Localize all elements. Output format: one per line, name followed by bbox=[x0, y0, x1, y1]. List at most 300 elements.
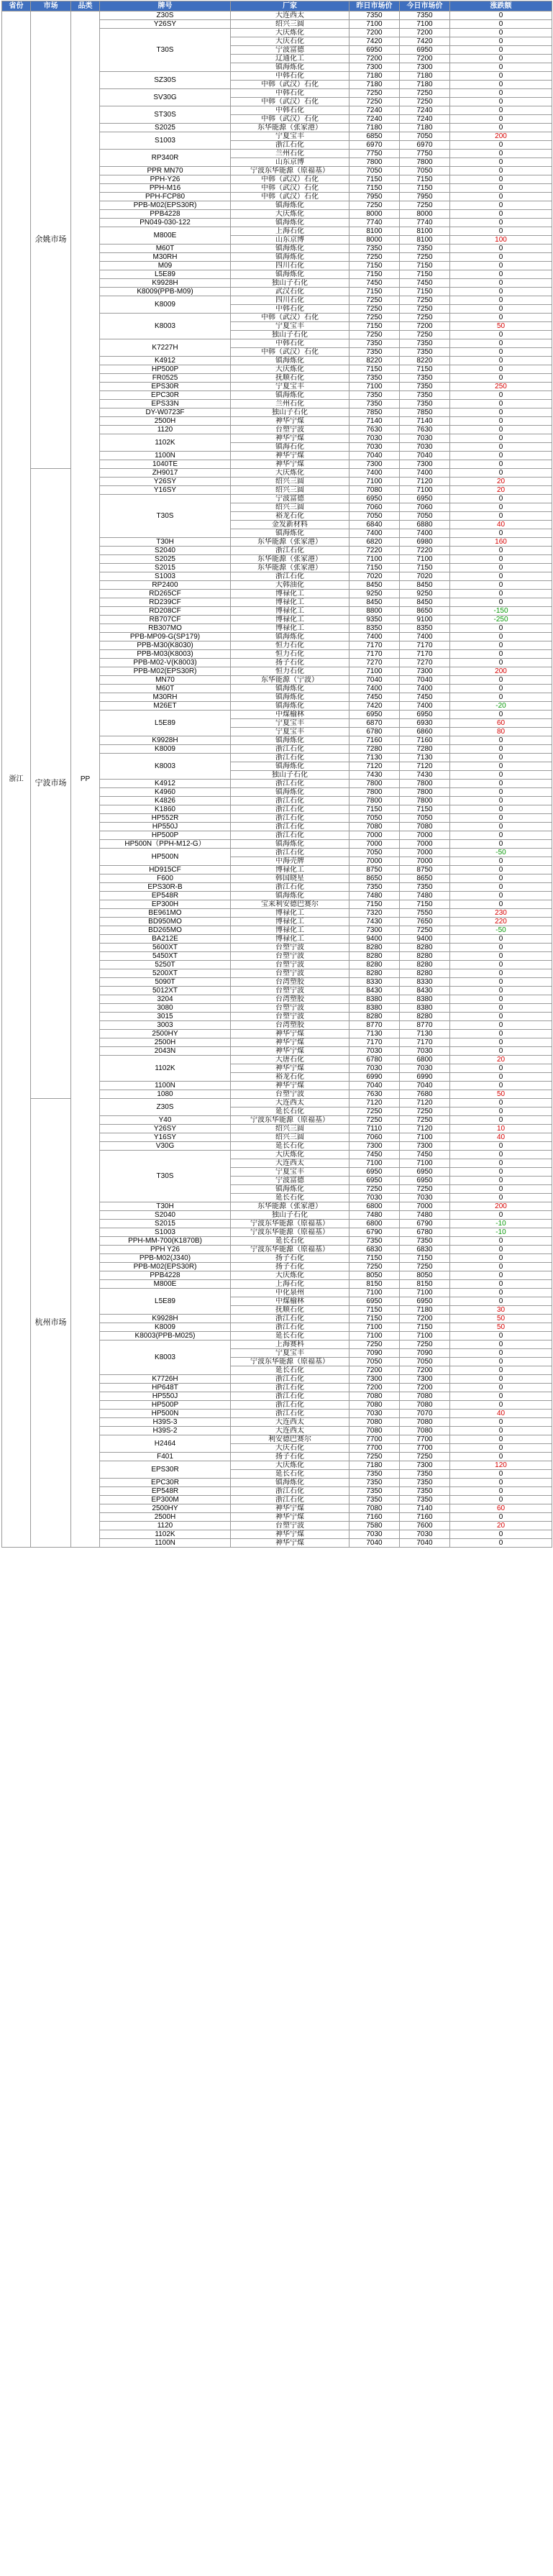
prev-price-cell: 7350 bbox=[349, 1487, 400, 1496]
change-cell: 200 bbox=[450, 1202, 552, 1211]
prev-price-cell: 7120 bbox=[349, 1099, 400, 1107]
column-header: 牌号 bbox=[100, 1, 231, 12]
grade-cell: HP550J bbox=[100, 1392, 231, 1401]
today-price-cell: 6860 bbox=[400, 728, 450, 736]
change-cell: 0 bbox=[450, 1246, 552, 1254]
today-price-cell: 6830 bbox=[400, 1246, 450, 1254]
today-price-cell: 7350 bbox=[400, 348, 450, 357]
prev-price-cell: 7350 bbox=[349, 339, 400, 348]
market-cell: 杭州市场 bbox=[31, 1099, 71, 1548]
maker-cell: 神华宁煤 bbox=[231, 460, 349, 469]
prev-price-cell: 7300 bbox=[349, 460, 400, 469]
maker-cell: 独山子石化 bbox=[231, 331, 349, 339]
maker-cell: 中韩石化 bbox=[231, 305, 349, 314]
maker-cell: 浙江石化 bbox=[231, 814, 349, 823]
prev-price-cell: 6950 bbox=[349, 46, 400, 55]
prev-price-cell: 8280 bbox=[349, 1013, 400, 1021]
today-price-cell: 7080 bbox=[400, 1401, 450, 1410]
prev-price-cell: 7630 bbox=[349, 1090, 400, 1099]
prev-price-cell: 7240 bbox=[349, 115, 400, 124]
change-cell: 0 bbox=[450, 1366, 552, 1375]
change-cell: 0 bbox=[450, 245, 552, 253]
grade-cell: 1100N bbox=[100, 452, 231, 460]
today-price-cell: 6780 bbox=[400, 1228, 450, 1237]
grade-cell: L5E89 bbox=[100, 270, 231, 279]
maker-cell: 金发新材料 bbox=[231, 521, 349, 529]
grade-cell: PN049-030-122 bbox=[100, 219, 231, 227]
change-cell: 0 bbox=[450, 210, 552, 219]
today-price-cell: 7250 bbox=[400, 1263, 450, 1271]
grade-cell: 2500H bbox=[100, 1038, 231, 1047]
prev-price-cell: 7030 bbox=[349, 1410, 400, 1418]
today-price-cell: 7140 bbox=[400, 1504, 450, 1513]
change-cell: 50 bbox=[450, 322, 552, 331]
prev-price-cell: 7350 bbox=[349, 348, 400, 357]
prev-price-cell: 7050 bbox=[349, 167, 400, 175]
maker-cell: 延长石化 bbox=[231, 1332, 349, 1340]
grade-cell: EPC30R bbox=[100, 1479, 231, 1487]
prev-price-cell: 7400 bbox=[349, 633, 400, 641]
change-cell: 0 bbox=[450, 1375, 552, 1384]
change-cell: 0 bbox=[450, 935, 552, 944]
today-price-cell: 7800 bbox=[400, 780, 450, 788]
grade-cell: H2464 bbox=[100, 1435, 231, 1453]
maker-cell: 裕龙石化 bbox=[231, 512, 349, 521]
change-cell: 0 bbox=[450, 1116, 552, 1125]
change-cell: 20 bbox=[450, 1522, 552, 1530]
grade-cell: PPB-M02(J340) bbox=[100, 1254, 231, 1263]
maker-cell: 浙江石化 bbox=[231, 797, 349, 805]
today-price-cell: 7050 bbox=[400, 1358, 450, 1366]
grade-cell: 5090T bbox=[100, 978, 231, 987]
prev-price-cell: 6820 bbox=[349, 538, 400, 547]
prev-price-cell: 7000 bbox=[349, 857, 400, 866]
today-price-cell: 8770 bbox=[400, 1021, 450, 1030]
grade-cell: Y40 bbox=[100, 1116, 231, 1125]
table-body bbox=[2, 12, 552, 1548]
prev-price-cell: 7480 bbox=[349, 1211, 400, 1220]
today-price-cell: 6950 bbox=[400, 46, 450, 55]
grade-cell: K8003(PPB-M025) bbox=[100, 1332, 231, 1340]
today-price-cell: 7400 bbox=[400, 633, 450, 641]
maker-cell: 浙江石化 bbox=[231, 1410, 349, 1418]
maker-cell: 浙江石化 bbox=[231, 1392, 349, 1401]
maker-cell: 宁夏宝丰 bbox=[231, 719, 349, 728]
maker-cell: 上海赛科 bbox=[231, 1340, 349, 1349]
change-cell: 0 bbox=[450, 167, 552, 175]
today-price-cell: 8000 bbox=[400, 210, 450, 219]
change-cell: 0 bbox=[450, 37, 552, 46]
today-price-cell: 7350 bbox=[400, 1496, 450, 1504]
prev-price-cell: 8430 bbox=[349, 987, 400, 995]
maker-cell: 中韩（武汉）石化 bbox=[231, 98, 349, 106]
prev-price-cell: 7630 bbox=[349, 426, 400, 434]
change-cell: -250 bbox=[450, 616, 552, 624]
grade-cell: M60T bbox=[100, 685, 231, 693]
maker-cell: 抚顺石化 bbox=[231, 374, 349, 383]
grade-cell: S2015 bbox=[100, 1220, 231, 1228]
prev-price-cell: 7200 bbox=[349, 29, 400, 37]
change-cell: 0 bbox=[450, 529, 552, 538]
change-cell: 200 bbox=[450, 132, 552, 141]
today-price-cell: 8280 bbox=[400, 944, 450, 952]
today-price-cell: 7200 bbox=[400, 55, 450, 63]
today-price-cell: 7350 bbox=[400, 1470, 450, 1479]
change-cell: 60 bbox=[450, 719, 552, 728]
change-cell: 0 bbox=[450, 1254, 552, 1263]
change-cell: 0 bbox=[450, 46, 552, 55]
today-price-cell: 8280 bbox=[400, 952, 450, 961]
maker-cell: 中韩石化 bbox=[231, 72, 349, 81]
change-cell: 0 bbox=[450, 408, 552, 417]
grade-cell: PPB-M02(EPS30R) bbox=[100, 667, 231, 676]
change-cell: 0 bbox=[450, 1427, 552, 1435]
maker-cell: 宁波富德 bbox=[231, 46, 349, 55]
today-price-cell: 8450 bbox=[400, 598, 450, 607]
today-price-cell: 8280 bbox=[400, 961, 450, 969]
prev-price-cell: 7300 bbox=[349, 1142, 400, 1151]
maker-cell: 镇海炼化 bbox=[231, 391, 349, 400]
grade-cell: BD265MO bbox=[100, 926, 231, 935]
grade-cell: T30S bbox=[100, 29, 231, 72]
prev-price-cell: 7700 bbox=[349, 1435, 400, 1444]
change-cell: 0 bbox=[450, 685, 552, 693]
change-cell: 0 bbox=[450, 1177, 552, 1185]
grade-cell: HP500N bbox=[100, 849, 231, 866]
prev-price-cell: 7100 bbox=[349, 478, 400, 486]
change-cell: 0 bbox=[450, 874, 552, 883]
grade-cell: T30S bbox=[100, 495, 231, 538]
change-cell: 0 bbox=[450, 831, 552, 840]
change-cell: -50 bbox=[450, 926, 552, 935]
prev-price-cell: 6950 bbox=[349, 711, 400, 719]
maker-cell: 武汉石化 bbox=[231, 288, 349, 296]
prev-price-cell: 7100 bbox=[349, 383, 400, 391]
grade-cell: PPR MN70 bbox=[100, 167, 231, 175]
today-price-cell: 7150 bbox=[400, 184, 450, 193]
grade-cell: PPB-M02-V(K8003) bbox=[100, 659, 231, 667]
grade-cell: 5012XT bbox=[100, 987, 231, 995]
today-price-cell: 7250 bbox=[400, 926, 450, 935]
maker-cell: 独山子石化 bbox=[231, 1211, 349, 1220]
today-price-cell: 7800 bbox=[400, 797, 450, 805]
today-price-cell: 8650 bbox=[400, 874, 450, 883]
change-cell: 0 bbox=[450, 771, 552, 780]
change-cell: 0 bbox=[450, 495, 552, 503]
maker-cell: 辽通化工 bbox=[231, 55, 349, 63]
today-price-cell: 7100 bbox=[400, 1332, 450, 1340]
prev-price-cell: 7030 bbox=[349, 434, 400, 443]
grade-cell: HP500P bbox=[100, 831, 231, 840]
today-price-cell: 7350 bbox=[400, 374, 450, 383]
table-header bbox=[2, 1, 552, 12]
change-cell: 0 bbox=[450, 434, 552, 443]
change-cell: -20 bbox=[450, 702, 552, 711]
grade-cell: EPS30R bbox=[100, 1461, 231, 1479]
change-cell: 0 bbox=[450, 1496, 552, 1504]
maker-cell: 台湾塑胶 bbox=[231, 995, 349, 1004]
grade-cell: HP500P bbox=[100, 365, 231, 374]
prev-price-cell: 7800 bbox=[349, 158, 400, 167]
prev-price-cell: 7030 bbox=[349, 1064, 400, 1073]
prev-price-cell: 7130 bbox=[349, 1030, 400, 1038]
prev-price-cell: 7420 bbox=[349, 702, 400, 711]
change-cell: 0 bbox=[450, 1151, 552, 1159]
maker-cell: 绍兴三圆 bbox=[231, 1133, 349, 1142]
prev-price-cell: 7110 bbox=[349, 1125, 400, 1133]
maker-cell: 镇海炼化 bbox=[231, 270, 349, 279]
prev-price-cell: 7250 bbox=[349, 1340, 400, 1349]
today-price-cell: 7600 bbox=[400, 1522, 450, 1530]
grade-cell: EP300M bbox=[100, 1496, 231, 1504]
change-cell: 0 bbox=[450, 866, 552, 874]
today-price-cell: 6950 bbox=[400, 1297, 450, 1306]
today-price-cell: 6880 bbox=[400, 521, 450, 529]
prev-price-cell: 7800 bbox=[349, 797, 400, 805]
grade-cell: K9928H bbox=[100, 736, 231, 745]
column-header: 品类 bbox=[71, 1, 100, 12]
grade-cell: F401 bbox=[100, 1453, 231, 1461]
today-price-cell: 7030 bbox=[400, 1047, 450, 1056]
grade-cell: RP340R bbox=[100, 150, 231, 167]
grade-cell: 1080 bbox=[100, 1090, 231, 1099]
maker-cell: 山东京博 bbox=[231, 236, 349, 245]
today-price-cell: 7200 bbox=[400, 322, 450, 331]
change-cell: 40 bbox=[450, 1133, 552, 1142]
change-cell: 0 bbox=[450, 365, 552, 374]
prev-price-cell: 6950 bbox=[349, 1168, 400, 1177]
change-cell: 0 bbox=[450, 106, 552, 115]
grade-cell: H39S-3 bbox=[100, 1418, 231, 1427]
maker-cell: 浙江石化 bbox=[231, 849, 349, 857]
change-cell: 0 bbox=[450, 1271, 552, 1280]
change-cell: 0 bbox=[450, 296, 552, 305]
prev-price-cell: 7400 bbox=[349, 469, 400, 478]
change-cell: 0 bbox=[450, 676, 552, 685]
grade-cell: Y26SY bbox=[100, 20, 231, 29]
prev-price-cell: 8000 bbox=[349, 236, 400, 245]
prev-price-cell: 7030 bbox=[349, 1194, 400, 1202]
prev-price-cell: 7250 bbox=[349, 314, 400, 322]
maker-cell: 神华宁煤 bbox=[231, 1064, 349, 1073]
prev-price-cell: 7040 bbox=[349, 676, 400, 685]
prev-price-cell: 7060 bbox=[349, 1133, 400, 1142]
prev-price-cell: 6800 bbox=[349, 1220, 400, 1228]
prev-price-cell: 8650 bbox=[349, 874, 400, 883]
today-price-cell: 7400 bbox=[400, 529, 450, 538]
grade-cell: K8003 bbox=[100, 754, 231, 780]
grade-cell: Y26SY bbox=[100, 1125, 231, 1133]
today-price-cell: 7240 bbox=[400, 106, 450, 115]
today-price-cell: 7040 bbox=[400, 1539, 450, 1548]
today-price-cell: 7100 bbox=[400, 1133, 450, 1142]
maker-cell: 大庆石化 bbox=[231, 1444, 349, 1453]
change-cell: 0 bbox=[450, 1444, 552, 1453]
today-price-cell: 7200 bbox=[400, 1384, 450, 1392]
prev-price-cell: 7130 bbox=[349, 754, 400, 762]
change-cell: 0 bbox=[450, 262, 552, 270]
maker-cell: 博禄化工 bbox=[231, 918, 349, 926]
prev-price-cell: 8450 bbox=[349, 581, 400, 590]
today-price-cell: 7400 bbox=[400, 702, 450, 711]
prev-price-cell: 7350 bbox=[349, 1470, 400, 1479]
today-price-cell: 7700 bbox=[400, 1444, 450, 1453]
today-price-cell: 7080 bbox=[400, 1427, 450, 1435]
grade-cell: 5450XT bbox=[100, 952, 231, 961]
change-cell: 0 bbox=[450, 1194, 552, 1202]
grade-cell: EPS30R-B bbox=[100, 883, 231, 892]
today-price-cell: 7750 bbox=[400, 150, 450, 158]
today-price-cell: 7350 bbox=[400, 339, 450, 348]
change-cell: 0 bbox=[450, 426, 552, 434]
grade-cell: L5E89 bbox=[100, 711, 231, 736]
maker-cell: 台湾塑胶 bbox=[231, 1021, 349, 1030]
grade-cell: 2500H bbox=[100, 417, 231, 426]
maker-cell: 台塑宁波 bbox=[231, 1004, 349, 1013]
prev-price-cell: 7250 bbox=[349, 1107, 400, 1116]
grade-cell: 1102K bbox=[100, 434, 231, 452]
change-cell: 0 bbox=[450, 452, 552, 460]
maker-cell: 中韩石化 bbox=[231, 89, 349, 98]
grade-cell: T30H bbox=[100, 538, 231, 547]
today-price-cell: 9250 bbox=[400, 590, 450, 598]
today-price-cell: 7080 bbox=[400, 823, 450, 831]
grade-cell: S2040 bbox=[100, 1211, 231, 1220]
prev-price-cell: 8750 bbox=[349, 866, 400, 874]
maker-cell: 东华能源（张家港） bbox=[231, 1202, 349, 1211]
change-cell: 0 bbox=[450, 1392, 552, 1401]
prev-price-cell: 7100 bbox=[349, 555, 400, 564]
today-price-cell: 8220 bbox=[400, 357, 450, 365]
prev-price-cell: 7350 bbox=[349, 400, 400, 408]
maker-cell: 上海石化 bbox=[231, 227, 349, 236]
change-cell: 0 bbox=[450, 762, 552, 771]
change-cell: 0 bbox=[450, 590, 552, 598]
change-cell: 0 bbox=[450, 193, 552, 201]
change-cell: 0 bbox=[450, 305, 552, 314]
prev-price-cell: 7020 bbox=[349, 572, 400, 581]
prev-price-cell: 7170 bbox=[349, 650, 400, 659]
column-header: 厂家 bbox=[231, 1, 349, 12]
today-price-cell: 7350 bbox=[400, 1487, 450, 1496]
maker-cell: 博禄化工 bbox=[231, 598, 349, 607]
change-cell: 0 bbox=[450, 788, 552, 797]
grade-cell: S1003 bbox=[100, 132, 231, 150]
change-cell: 0 bbox=[450, 952, 552, 961]
change-cell: 0 bbox=[450, 987, 552, 995]
grade-cell: M800E bbox=[100, 227, 231, 245]
change-cell: 0 bbox=[450, 1030, 552, 1038]
prev-price-cell: 7350 bbox=[349, 1496, 400, 1504]
today-price-cell: 8100 bbox=[400, 236, 450, 245]
prev-price-cell: 7050 bbox=[349, 814, 400, 823]
grade-cell: RD208CF bbox=[100, 607, 231, 616]
grade-cell: 3080 bbox=[100, 1004, 231, 1013]
today-price-cell: 7120 bbox=[400, 1099, 450, 1107]
today-price-cell: 7300 bbox=[400, 1142, 450, 1151]
grade-cell: HP500P bbox=[100, 1401, 231, 1410]
maker-cell: 博禄化工 bbox=[231, 607, 349, 616]
prev-price-cell: 7580 bbox=[349, 1522, 400, 1530]
change-cell: 0 bbox=[450, 857, 552, 866]
maker-cell: 利安德巴赛尔 bbox=[231, 1435, 349, 1444]
change-cell: 0 bbox=[450, 1530, 552, 1539]
prev-price-cell: 7850 bbox=[349, 408, 400, 417]
grade-cell: DY-W0723F bbox=[100, 408, 231, 417]
maker-cell: 浙江石化 bbox=[231, 754, 349, 762]
change-cell: 0 bbox=[450, 12, 552, 20]
prev-price-cell: 7250 bbox=[349, 98, 400, 106]
change-cell: 0 bbox=[450, 633, 552, 641]
table-row bbox=[2, 12, 552, 20]
change-cell: 0 bbox=[450, 598, 552, 607]
today-price-cell: 7040 bbox=[400, 676, 450, 685]
change-cell: 60 bbox=[450, 1504, 552, 1513]
change-cell: 0 bbox=[450, 348, 552, 357]
change-cell: 0 bbox=[450, 1107, 552, 1116]
prev-price-cell: 7080 bbox=[349, 1427, 400, 1435]
maker-cell: 神华宁煤 bbox=[231, 1038, 349, 1047]
prev-price-cell: 7150 bbox=[349, 1315, 400, 1323]
today-price-cell: 7350 bbox=[400, 245, 450, 253]
maker-cell: 中韩石化 bbox=[231, 106, 349, 115]
change-cell: 20 bbox=[450, 486, 552, 495]
maker-cell: 镇海炼化 bbox=[231, 693, 349, 702]
maker-cell: 四川石化 bbox=[231, 296, 349, 305]
change-cell: 0 bbox=[450, 1487, 552, 1496]
prev-price-cell: 7740 bbox=[349, 219, 400, 227]
today-price-cell: 7050 bbox=[400, 512, 450, 521]
grade-cell: MN70 bbox=[100, 676, 231, 685]
change-cell: 80 bbox=[450, 728, 552, 736]
today-price-cell: 6970 bbox=[400, 141, 450, 150]
maker-cell: 兰州石化 bbox=[231, 150, 349, 158]
change-cell: 0 bbox=[450, 150, 552, 158]
column-header: 昨日市场价 bbox=[349, 1, 400, 12]
prev-price-cell: 7350 bbox=[349, 883, 400, 892]
grade-cell: 3204 bbox=[100, 995, 231, 1004]
grade-cell: K4826 bbox=[100, 797, 231, 805]
today-price-cell: 7160 bbox=[400, 736, 450, 745]
change-cell: 0 bbox=[450, 1513, 552, 1522]
prev-price-cell: 7030 bbox=[349, 1047, 400, 1056]
change-cell: 0 bbox=[450, 1453, 552, 1461]
grade-cell: BE961MO bbox=[100, 909, 231, 918]
change-cell: 0 bbox=[450, 1082, 552, 1090]
maker-cell: 镇海炼化 bbox=[231, 201, 349, 210]
change-cell: 0 bbox=[450, 1168, 552, 1177]
prev-price-cell: 8800 bbox=[349, 607, 400, 616]
maker-cell: 神华宁煤 bbox=[231, 417, 349, 426]
grade-cell: 1120 bbox=[100, 1522, 231, 1530]
today-price-cell: 7180 bbox=[400, 72, 450, 81]
maker-cell: 博禄化工 bbox=[231, 616, 349, 624]
change-cell: 0 bbox=[450, 512, 552, 521]
prev-price-cell: 7350 bbox=[349, 12, 400, 20]
today-price-cell: 7150 bbox=[400, 564, 450, 572]
maker-cell: 延长石化 bbox=[231, 1142, 349, 1151]
maker-cell: 神华宁煤 bbox=[231, 452, 349, 460]
grade-cell: M26ET bbox=[100, 702, 231, 711]
today-price-cell: 7000 bbox=[400, 1202, 450, 1211]
today-price-cell: 7150 bbox=[400, 805, 450, 814]
prev-price-cell: 7800 bbox=[349, 780, 400, 788]
maker-cell: 镇海炼化 bbox=[231, 685, 349, 693]
prev-price-cell: 7090 bbox=[349, 1349, 400, 1358]
today-price-cell: 6950 bbox=[400, 1168, 450, 1177]
prev-price-cell: 7100 bbox=[349, 1332, 400, 1340]
today-price-cell: 7100 bbox=[400, 555, 450, 564]
